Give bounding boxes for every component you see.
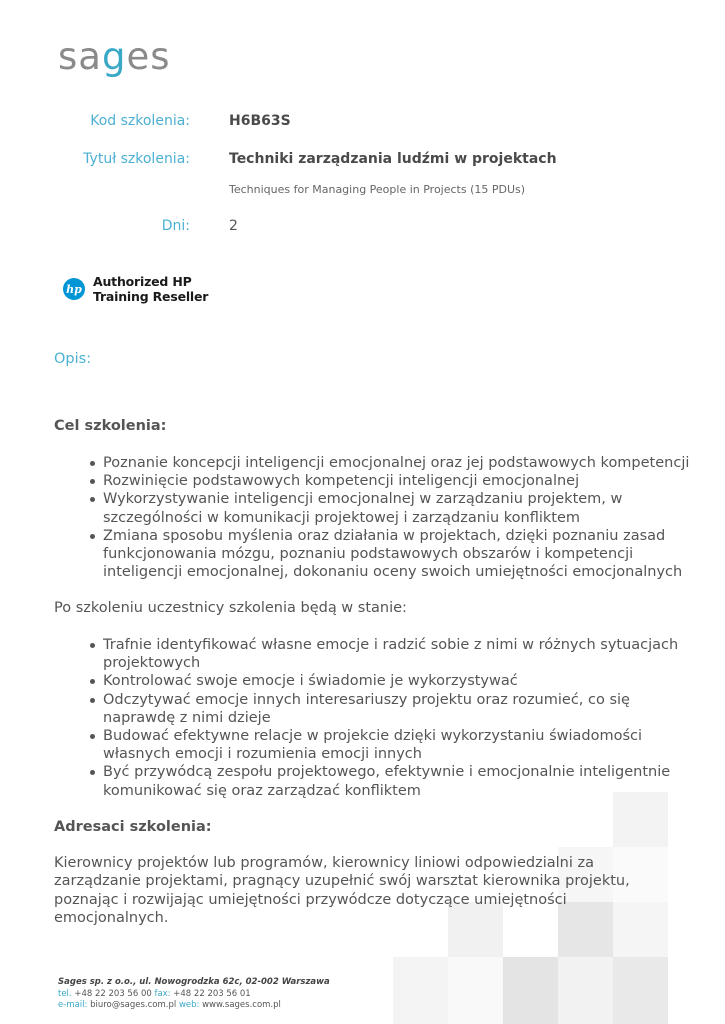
logo-text-start: sa bbox=[58, 35, 102, 78]
logo-text-accent: g bbox=[101, 35, 127, 78]
list-item: Kontrolować swoje emocje i świadomie je wykorzystywać bbox=[103, 672, 693, 690]
hp-badge-text bbox=[93, 274, 208, 304]
hp-badge-line2: Training Reseller bbox=[93, 289, 209, 304]
outcomes-list bbox=[85, 636, 693, 800]
background-block bbox=[613, 792, 668, 847]
footer-web-label: web: bbox=[178, 1000, 200, 1010]
page-footer bbox=[58, 977, 330, 1012]
hp-authorized-badge bbox=[63, 274, 208, 304]
list-item: Wykorzystywanie inteligencji emocjonalnej w zarządzaniu projektem, w szczególności w komunikacji projektowej i zarządzaniu konfliktem bbox=[103, 490, 693, 526]
background-block bbox=[503, 957, 558, 1024]
background-block bbox=[558, 957, 613, 1024]
footer-fax-value: +48 22 203 56 01 bbox=[173, 988, 251, 999]
logo-text-end: es bbox=[126, 35, 171, 78]
goal-list bbox=[85, 454, 693, 581]
background-block bbox=[393, 957, 448, 1024]
footer-tel-value: +48 22 203 56 00 bbox=[74, 988, 152, 999]
hp-logo-icon: hp bbox=[63, 278, 85, 300]
list-item: Zmiana sposobu myślenia oraz działania w projektach, dzięki poznaniu zasad funkcjonowania mózgu, poznaniu podstawowych obszarów i kompetencji inteligencji emocjonalnej, dokonaniu oceny swoich umiejętności emocjonalnych bbox=[103, 527, 693, 582]
list-item: Trafnie identyfikować własne emocje i radzić sobie z nimi w różnych sytuacjach projektowych bbox=[103, 636, 693, 672]
footer-phone-line bbox=[58, 989, 330, 1001]
title-english: Techniques for Managing People in Projects (15 PDUs) bbox=[229, 183, 526, 196]
list-item: Poznanie koncepcji inteligencji emocjonalnej oraz jej podstawowych kompetencji bbox=[103, 454, 693, 472]
description-heading: Opis: bbox=[54, 351, 92, 367]
list-item: Budować efektywne relacje w projekcie dzięki wykorzystaniu świadomości własnych emocji i rozumienia emocji innych bbox=[103, 727, 693, 763]
days-value: 2 bbox=[229, 218, 238, 234]
audience-text: Kierownicy projektów lub programów, kierownicy liniowi odpowiedzialni za zarządzanie projektami, pragnący uzupełnić swój warsztat kierownika projektu, poznając i rozwijając umiejętności przywódcze dotyczące umiejętności emocjonalnych. bbox=[54, 855, 630, 927]
footer-tel-label: tel. bbox=[58, 988, 72, 999]
list-item: Odczytywać emocje innych interesariuszy projektu oraz rozumieć, co się naprawdę z nimi dzieje bbox=[103, 691, 693, 727]
title-value: Techniki zarządzania ludźmi w projektach bbox=[229, 151, 557, 167]
outcomes-intro: Po szkoleniu uczestnicy szkolenia będą w stanie: bbox=[54, 600, 407, 616]
footer-email-label: e-mail: bbox=[58, 1000, 88, 1010]
code-value: H6B63S bbox=[229, 113, 291, 129]
footer-contact-line bbox=[58, 1000, 330, 1012]
hp-badge-line1: Authorized HP bbox=[93, 274, 192, 289]
title-label: Tytuł szkolenia: bbox=[83, 151, 190, 167]
list-item: Rozwinięcie podstawowych kompetencji inteligencji emocjonalnej bbox=[103, 472, 693, 490]
goal-heading: Cel szkolenia: bbox=[54, 418, 167, 434]
footer-email-link[interactable]: biuro@sages.com.pl bbox=[90, 1000, 177, 1010]
sages-logo bbox=[58, 35, 171, 78]
footer-company: Sages sp. z o.o., ul. Nowogrodzka 62c, 02-002 Warszawa bbox=[58, 977, 330, 987]
background-block bbox=[448, 957, 503, 1024]
background-block bbox=[613, 957, 668, 1024]
list-item: Być przywódcą zespołu projektowego, efektywnie i emocjonalnie inteligentnie komunikować się oraz zarządzać konfliktem bbox=[103, 763, 693, 799]
days-label: Dni: bbox=[161, 218, 190, 234]
code-label: Kod szkolenia: bbox=[90, 113, 190, 129]
audience-heading: Adresaci szkolenia: bbox=[54, 819, 212, 835]
footer-fax-label: fax: bbox=[154, 988, 171, 999]
footer-web-link[interactable]: www.sages.com.pl bbox=[202, 1000, 281, 1010]
